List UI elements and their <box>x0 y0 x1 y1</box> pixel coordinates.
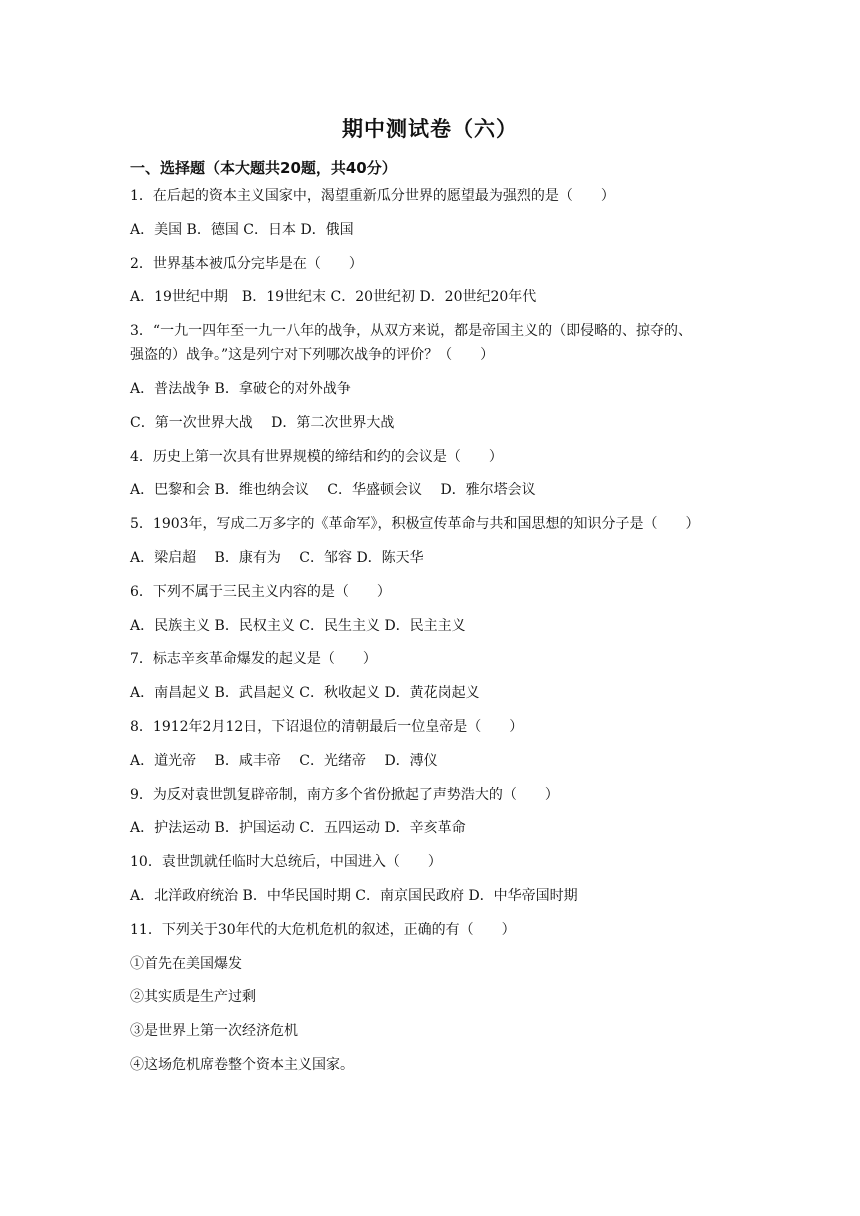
question-options: A．南昌起义 B．武昌起义 C．秋收起义 D．黄花岗起义 <box>130 685 480 702</box>
section-heading: 一、选择题（本大题共20题，共40分） <box>130 159 397 177</box>
question-stem: 8．1912年2月12日，下诏退位的清朝最后一位皇帝是（ ） <box>130 718 524 735</box>
statement-item: ③是世界上第一次经济危机 <box>130 1023 298 1040</box>
question-stem: 5．1903年，写成二万多字的《革命军》，积极宣传革命与共和国思想的知识分子是（ ） <box>130 516 700 533</box>
statement-item: ④这场危机席卷整个资本主义国家。 <box>130 1056 354 1073</box>
question-stem: 1．在后起的资本主义国家中，渴望重新瓜分世界的愿望最为强烈的是（ ） <box>130 188 615 204</box>
question-stem: 7．标志辛亥革命爆发的起义是（ ） <box>130 651 377 668</box>
question-options: C．第一次世界大战 D．第二次世界大战 <box>130 414 395 431</box>
question-options: A．道光帝 B．咸丰帝 C．光绪帝 D．溥仪 <box>130 752 438 769</box>
question-options: A．护法运动 B．护国运动 C．五四运动 D．辛亥革命 <box>130 820 466 837</box>
statement-item: ①首先在美国爆发 <box>130 955 242 972</box>
page-title: 期中测试卷（六） <box>342 117 518 141</box>
question-options: A．美国 B．德国 C．日本 D．俄国 <box>130 221 354 238</box>
question-stem: 2．世界基本被瓜分完毕是在（ ） <box>130 255 363 272</box>
question-options: A．梁启超 B．康有为 C．邹容 D．陈天华 <box>130 549 424 566</box>
statement-item: ②其实质是生产过剩 <box>130 989 256 1006</box>
question-list <box>130 186 750 1089</box>
question-options: A．普法战争 B．拿破仑的对外战争 <box>130 380 351 397</box>
question-options: A．19世纪中期 B．19世纪末 C．20世纪初 D．20世纪20年代 <box>130 289 537 306</box>
question-options: A．巴黎和会 B．维也纳会议 C．华盛顿会议 D．雅尔塔会议 <box>130 482 536 499</box>
question-stem: 10．袁世凯就任临时大总统后，中国进入（ ） <box>130 854 442 871</box>
question-options: A．北洋政府统治 B．中华民国时期 C．南京国民政府 D．中华帝国时期 <box>130 887 578 904</box>
question-stem: 3．“一九一四年至一九一八年的战争，从双方来说，都是帝国主义的（即侵略的、掠夺的、 <box>130 323 693 340</box>
question-stem: 6．下列不属于三民主义内容的是（ ） <box>130 583 391 600</box>
question-stem: 4．历史上第一次具有世界规模的缔结和约的会议是（ ） <box>130 448 503 465</box>
question-stem: 9．为反对袁世凯复辟帝制，南方多个省份掀起了声势浩大的（ ） <box>130 786 559 803</box>
question-stem-continued: 强盗的）战争。”这是列宁对下列哪次战争的评价？（ ） <box>130 347 495 364</box>
question-stem: 11．下列关于30年代的大危机危机的叙述，正确的有（ ） <box>130 921 516 938</box>
question-options: A．民族主义 B．民权主义 C．民生主义 D．民主主义 <box>130 617 466 634</box>
